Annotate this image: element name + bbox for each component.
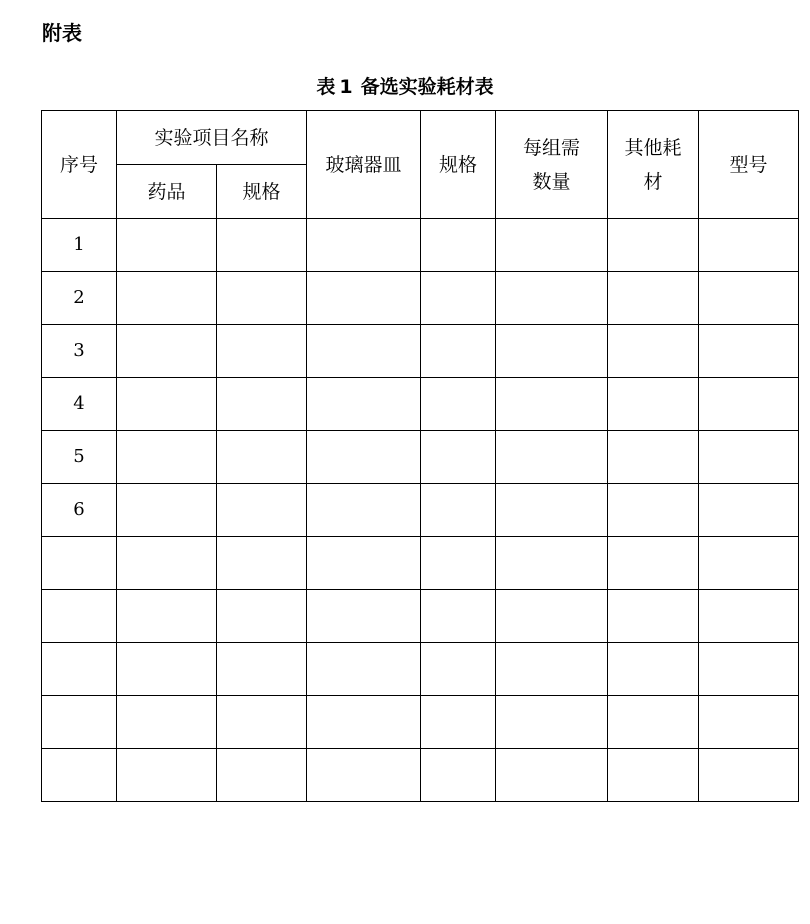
table-row <box>42 643 799 696</box>
empty-cell <box>421 590 496 643</box>
empty-cell <box>307 378 421 431</box>
empty-cell <box>217 696 307 749</box>
empty-cell <box>496 590 608 643</box>
empty-cell <box>421 272 496 325</box>
empty-cell <box>608 696 699 749</box>
empty-cell <box>608 749 699 802</box>
empty-cell <box>608 325 699 378</box>
table-row <box>42 431 799 484</box>
empty-cell <box>496 643 608 696</box>
empty-cell <box>699 272 799 325</box>
header-quantity-line1: 每组需 <box>523 136 581 159</box>
empty-cell <box>421 537 496 590</box>
consumables-table <box>41 110 799 802</box>
empty-cell <box>217 749 307 802</box>
empty-cell <box>117 325 217 378</box>
empty-cell <box>608 378 699 431</box>
header-drug: 药品 <box>117 165 217 219</box>
table-row <box>42 272 799 325</box>
empty-cell <box>217 484 307 537</box>
empty-cell <box>117 590 217 643</box>
empty-cell <box>699 537 799 590</box>
header-glass-spec: 规格 <box>421 111 496 219</box>
header-other-consumables <box>608 111 699 219</box>
caption-title: 备选实验耗材表 <box>360 76 494 98</box>
empty-cell <box>117 749 217 802</box>
row-index-cell: 2 <box>42 272 117 325</box>
header-drug-spec: 规格 <box>217 165 307 219</box>
empty-cell <box>307 431 421 484</box>
empty-cell <box>307 537 421 590</box>
header-experiment-name: 实验项目名称 <box>117 111 307 165</box>
table-caption <box>0 74 810 100</box>
empty-cell <box>307 272 421 325</box>
table-row <box>42 749 799 802</box>
empty-cell <box>421 484 496 537</box>
header-other-line2: 材 <box>643 170 663 193</box>
empty-cell <box>496 537 608 590</box>
empty-cell <box>608 431 699 484</box>
empty-cell <box>117 643 217 696</box>
empty-cell <box>496 431 608 484</box>
empty-cell <box>307 590 421 643</box>
empty-cell <box>421 643 496 696</box>
header-other-line1: 其他耗 <box>624 136 682 159</box>
empty-cell <box>117 537 217 590</box>
empty-cell <box>496 219 608 272</box>
row-index-cell: 6 <box>42 484 117 537</box>
empty-cell <box>117 272 217 325</box>
empty-cell <box>117 219 217 272</box>
header-index: 序号 <box>42 111 117 219</box>
empty-cell <box>117 484 217 537</box>
caption-prefix: 表 <box>316 76 336 98</box>
empty-cell <box>117 696 217 749</box>
empty-cell <box>117 431 217 484</box>
header-glassware: 玻璃器皿 <box>307 111 421 219</box>
row-index-cell <box>42 696 117 749</box>
row-index-cell <box>42 749 117 802</box>
empty-cell <box>421 325 496 378</box>
row-index-cell <box>42 643 117 696</box>
row-index-cell: 3 <box>42 325 117 378</box>
empty-cell <box>699 325 799 378</box>
empty-cell <box>496 378 608 431</box>
row-index-cell <box>42 590 117 643</box>
empty-cell <box>496 325 608 378</box>
table-row <box>42 378 799 431</box>
empty-cell <box>608 484 699 537</box>
empty-cell <box>307 325 421 378</box>
empty-cell <box>699 643 799 696</box>
empty-cell <box>217 590 307 643</box>
table-row <box>42 537 799 590</box>
empty-cell <box>608 643 699 696</box>
table-body <box>42 219 799 802</box>
empty-cell <box>496 749 608 802</box>
empty-cell <box>699 590 799 643</box>
empty-cell <box>307 696 421 749</box>
empty-cell <box>217 272 307 325</box>
row-index-cell: 4 <box>42 378 117 431</box>
table-row <box>42 696 799 749</box>
table-row <box>42 325 799 378</box>
table-row <box>42 590 799 643</box>
empty-cell <box>117 378 217 431</box>
empty-cell <box>307 484 421 537</box>
empty-cell <box>421 749 496 802</box>
empty-cell <box>699 219 799 272</box>
caption-number: 1 <box>339 76 353 98</box>
table-row <box>42 484 799 537</box>
empty-cell <box>217 219 307 272</box>
empty-cell <box>217 431 307 484</box>
header-row-top <box>42 111 799 165</box>
empty-cell <box>421 431 496 484</box>
empty-cell <box>608 272 699 325</box>
empty-cell <box>421 219 496 272</box>
empty-cell <box>699 484 799 537</box>
empty-cell <box>608 219 699 272</box>
row-index-cell: 1 <box>42 219 117 272</box>
empty-cell <box>307 643 421 696</box>
empty-cell <box>217 537 307 590</box>
empty-cell <box>217 378 307 431</box>
empty-cell <box>699 749 799 802</box>
empty-cell <box>496 484 608 537</box>
appendix-label: 附表 <box>42 21 82 45</box>
row-index-cell <box>42 537 117 590</box>
empty-cell <box>496 272 608 325</box>
row-index-cell: 5 <box>42 431 117 484</box>
empty-cell <box>699 431 799 484</box>
empty-cell <box>217 325 307 378</box>
header-quantity <box>496 111 608 219</box>
empty-cell <box>608 537 699 590</box>
empty-cell <box>699 378 799 431</box>
header-model: 型号 <box>699 111 799 219</box>
empty-cell <box>421 378 496 431</box>
table-row <box>42 219 799 272</box>
empty-cell <box>699 696 799 749</box>
empty-cell <box>608 590 699 643</box>
empty-cell <box>496 696 608 749</box>
empty-cell <box>307 219 421 272</box>
empty-cell <box>217 643 307 696</box>
empty-cell <box>307 749 421 802</box>
header-quantity-line2: 数量 <box>532 170 571 193</box>
empty-cell <box>421 696 496 749</box>
